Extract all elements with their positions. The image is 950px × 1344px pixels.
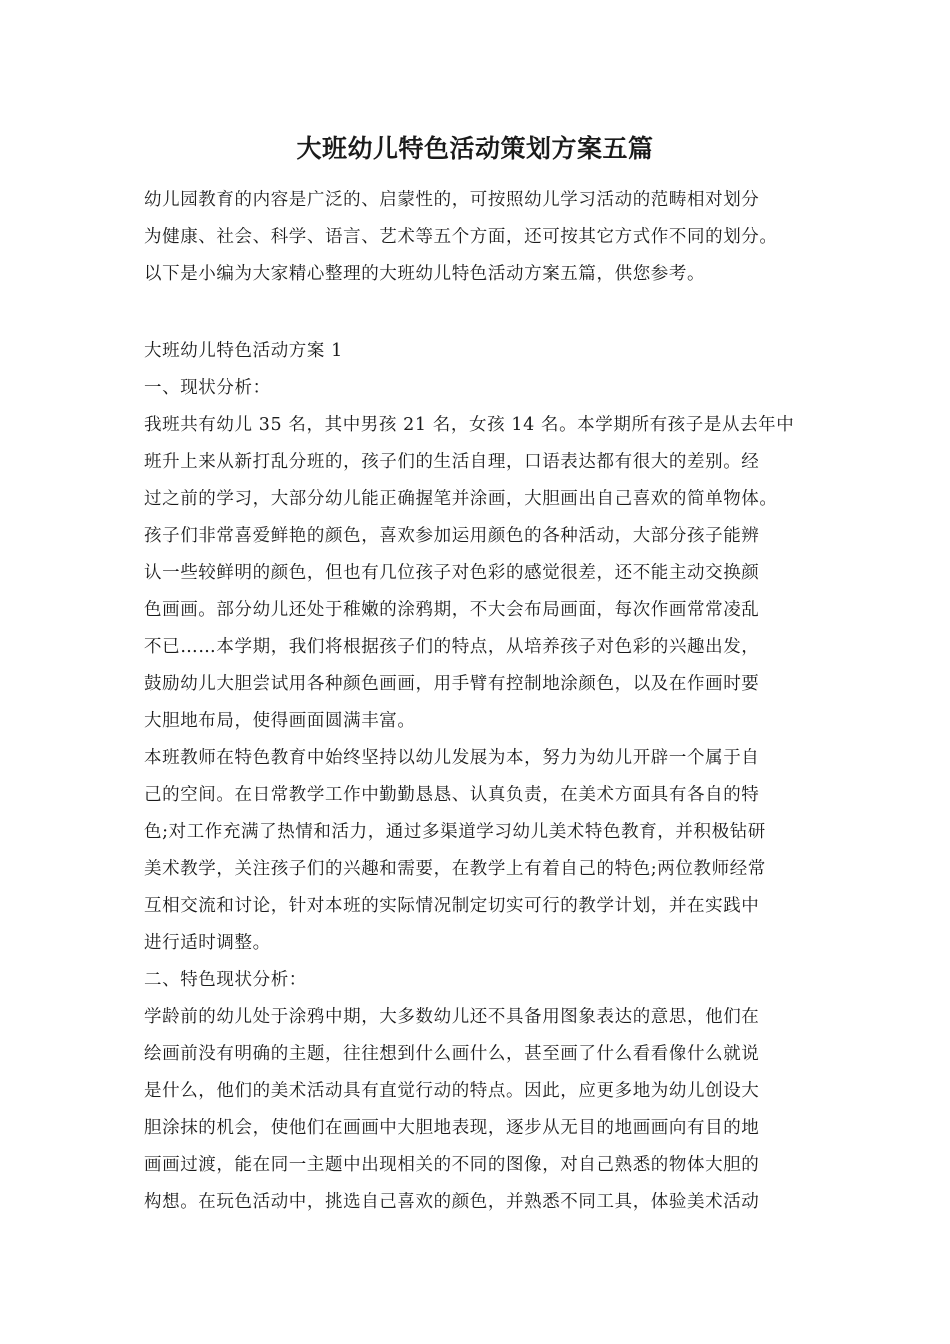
text-line: 胆涂抹的机会，使他们在画画中大胆地表现，逐步从无目的地画画向有目的地 [144, 1118, 760, 1138]
text-line: 班升上来从新打乱分班的，孩子们的生活自理，口语表达都有很大的差别。经 [144, 452, 760, 472]
text-line: 不已……本学期，我们将根据孩子们的特点，从培养孩子对色彩的兴趣出发， [144, 637, 760, 657]
text-line: 己的空间。在日常教学工作中勤勤恳恳、认真负责，在美术方面具有各自的特 [144, 785, 760, 805]
text-line: 孩子们非常喜爱鲜艳的颜色，喜欢参加运用颜色的各种活动，大部分孩子能辨 [144, 526, 760, 546]
paragraph-feature-status [144, 1001, 812, 1223]
paragraph-teachers [144, 742, 812, 964]
intro-paragraph [144, 184, 812, 295]
text-line: 构想。在玩色活动中，挑选自己喜欢的颜色，并熟悉不同工具，体验美术活动 [144, 1192, 760, 1212]
heading-feature-analysis: 二、特色现状分析： [144, 970, 307, 990]
section-title: 大班幼儿特色活动方案 1 [144, 341, 343, 361]
paragraph-gap [144, 295, 812, 335]
text-line: 过之前的学习，大部分幼儿能正确握笔并涂画，大胆画出自己喜欢的简单物体。 [144, 489, 778, 509]
text-line: 是什么，他们的美术活动具有直觉行动的特点。因此，应更多地为幼儿创设大 [144, 1081, 760, 1101]
text-line: 我班共有幼儿 35 名，其中男孩 21 名，女孩 14 名。本学期所有孩子是从去年中 [144, 415, 795, 435]
text-line: 进行适时调整。 [144, 933, 271, 953]
text-line: 鼓励幼儿大胆尝试用各种颜色画画，用手臂有控制地涂颜色，以及在作画时要 [144, 674, 760, 694]
document-body [144, 184, 812, 1223]
text-line: 为健康、社会、科学、语言、艺术等五个方面，还可按其它方式作不同的划分。 [144, 227, 778, 247]
text-line: 画画过渡，能在同一主题中出现相关的不同的图像，对自己熟悉的物体大胆的 [144, 1155, 760, 1175]
text-line: 以下是小编为大家精心整理的大班幼儿特色活动方案五篇，供您参考。 [144, 264, 706, 284]
text-line: 互相交流和讨论，针对本班的实际情况制定切实可行的教学计划，并在实践中 [144, 896, 760, 916]
text-line: 大胆地布局，使得画面圆满丰富。 [144, 711, 416, 731]
text-line: 绘画前没有明确的主题，往往想到什么画什么，甚至画了什么看看像什么就说 [144, 1044, 760, 1064]
text-line: 美术教学，关注孩子们的兴趣和需要，在教学上有着自己的特色;两位教师经常 [144, 859, 766, 879]
text-line: 色;对工作充满了热情和活力，通过多渠道学习幼儿美术特色教育，并积极钻研 [144, 822, 766, 842]
document-title: 大班幼儿特色活动策划方案五篇 [296, 134, 654, 163]
text-line: 幼儿园教育的内容是广泛的、启蒙性的，可按照幼儿学习活动的范畴相对划分 [144, 190, 760, 210]
heading-status-analysis: 一、现状分析： [144, 378, 271, 398]
paragraph-class-overview [144, 409, 812, 742]
text-line: 认一些较鲜明的颜色，但也有几位孩子对色彩的感觉很差，还不能主动交换颜 [144, 563, 760, 583]
text-line: 学龄前的幼儿处于涂鸦中期，大多数幼儿还不具备用图象表达的意思，他们在 [144, 1007, 760, 1027]
text-line: 本班教师在特色教育中始终坚持以幼儿发展为本，努力为幼儿开辟一个属于自 [144, 748, 760, 768]
text-line: 色画画。部分幼儿还处于稚嫩的涂鸦期，不大会布局画面，每次作画常常凌乱 [144, 600, 760, 620]
